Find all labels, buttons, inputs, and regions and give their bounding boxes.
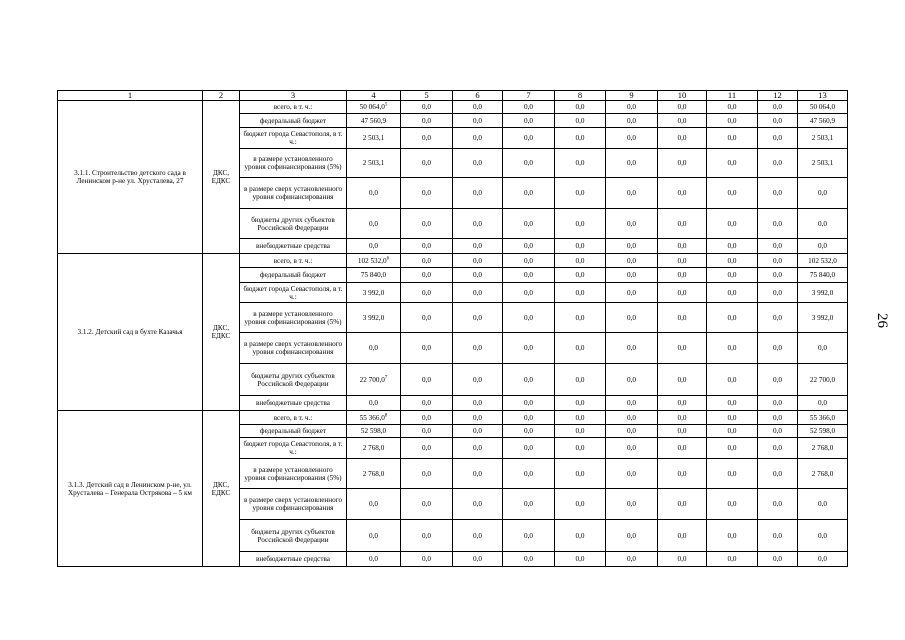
amount-cell [347,303,401,333]
value-cell: 0,0 [707,254,758,268]
funding-source: бюджеты других субъектов Российской Федерации [240,364,347,396]
value-cell: 0,0 [606,364,658,396]
value-cell: 0,0 [606,128,658,149]
value-cell: 0,0 [707,333,758,364]
amount-cell [347,552,401,567]
value-cell: 0,0 [658,333,707,364]
value-cell: 0,0 [758,303,798,333]
value-cell: 0,0 [707,459,758,489]
amount-value: 0,0 [369,189,378,197]
total-cell: 55 366,0 [798,411,848,425]
amount-cell [347,364,401,396]
value-cell: 0,0 [758,239,798,254]
total-cell: 0,0 [798,333,848,364]
value-cell: 0,0 [606,239,658,254]
header-cell: 11 [707,91,758,101]
value-cell: 0,0 [606,254,658,268]
amount-cell [347,396,401,411]
header-cell: 10 [658,91,707,101]
total-cell: 0,0 [798,489,848,520]
amount-cell [347,438,401,459]
funding-source: всего, в т. ч.: [240,101,347,114]
value-cell: 0,0 [658,209,707,239]
amount-value: 22 700,0 [359,375,385,384]
header-cell: 1 [58,91,203,101]
project-name: 3.1.2. Детский сад в бухте Казачья [58,254,203,411]
value-cell: 0,0 [401,303,453,333]
amount-value: 2 768,0 [362,444,385,452]
funding-source: федеральный бюджет [240,425,347,438]
value-cell: 0,0 [606,459,658,489]
value-cell: 0,0 [606,114,658,128]
value-cell: 0,0 [453,364,503,396]
value-cell: 0,0 [658,425,707,438]
amount-cell [347,459,401,489]
value-cell: 0,0 [401,254,453,268]
funding-source: федеральный бюджет [240,114,347,128]
value-cell: 0,0 [401,333,453,364]
value-cell: 0,0 [555,268,606,283]
value-cell: 0,0 [758,128,798,149]
footnote-mark: 7 [384,375,388,381]
value-cell: 0,0 [503,489,555,520]
value-cell: 0,0 [503,552,555,567]
value-cell: 0,0 [606,101,658,114]
value-cell: 0,0 [401,283,453,303]
value-cell: 0,0 [453,239,503,254]
value-cell: 0,0 [758,396,798,411]
funding-source: бюджеты других субъектов Российской Федерации [240,209,347,239]
value-cell: 0,0 [503,268,555,283]
value-cell: 0,0 [503,209,555,239]
value-cell: 0,0 [453,520,503,552]
value-cell: 0,0 [503,114,555,128]
footnote-mark: 6 [386,256,390,262]
amount-value: 2 768,0 [362,469,385,478]
value-cell: 0,0 [606,268,658,283]
value-cell: 0,0 [503,364,555,396]
value-cell: 0,0 [453,396,503,411]
value-cell: 0,0 [658,128,707,149]
table-row [58,101,848,114]
value-cell: 0,0 [758,459,798,489]
table-row [58,411,848,425]
total-cell: 2 503,1 [798,149,848,178]
funding-source: бюджет города Севастополя, в т. ч.: [240,283,347,303]
amount-value: 75 840,0 [360,271,387,279]
amount-value: 0,0 [369,399,378,407]
value-cell: 0,0 [606,209,658,239]
value-cell: 0,0 [707,128,758,149]
value-cell: 0,0 [658,364,707,396]
amount-cell [347,114,401,128]
value-cell: 0,0 [606,303,658,333]
value-cell: 0,0 [401,128,453,149]
value-cell: 0,0 [606,520,658,552]
value-cell: 0,0 [453,178,503,209]
value-cell: 0,0 [503,101,555,114]
value-cell: 0,0 [453,552,503,567]
value-cell: 0,0 [401,520,453,552]
total-cell: 3 992,0 [798,303,848,333]
value-cell: 0,0 [606,438,658,459]
amount-value: 0,0 [369,531,378,540]
value-cell: 0,0 [707,438,758,459]
value-cell: 0,0 [707,268,758,283]
value-cell: 0,0 [555,239,606,254]
value-cell: 0,0 [453,489,503,520]
value-cell: 0,0 [555,209,606,239]
value-cell: 0,0 [606,283,658,303]
value-cell: 0,0 [707,101,758,114]
value-cell: 0,0 [658,149,707,178]
value-cell: 0,0 [658,254,707,268]
value-cell: 0,0 [707,552,758,567]
value-cell: 0,0 [503,239,555,254]
value-cell: 0,0 [453,149,503,178]
value-cell: 0,0 [503,520,555,552]
value-cell: 0,0 [453,459,503,489]
amount-cell [347,101,401,114]
amount-cell [347,149,401,178]
value-cell: 0,0 [707,114,758,128]
amount-value: 47 560,9 [360,116,387,125]
value-cell: 0,0 [707,303,758,333]
value-cell: 0,0 [606,333,658,364]
funding-source: бюджет города Севастополя, в т. ч.: [240,128,347,149]
value-cell: 0,0 [707,411,758,425]
header-cell: 3 [240,91,347,101]
value-cell: 0,0 [758,333,798,364]
header-cell: 7 [503,91,555,101]
value-cell: 0,0 [707,178,758,209]
total-cell: 0,0 [798,209,848,239]
total-cell: 0,0 [798,396,848,411]
value-cell: 0,0 [401,411,453,425]
amount-value: 0,0 [369,242,378,250]
funding-source: бюджеты других субъектов Российской Федерации [240,520,347,552]
financing-table [57,90,848,567]
project-name: 3.1.3. Детский сад в Ленинском р-не, ул. Хрусталева – Генерала Острякова – 5 км [58,411,203,567]
value-cell: 0,0 [555,438,606,459]
value-cell: 0,0 [555,552,606,567]
amount-cell [347,425,401,438]
total-cell: 50 064,0 [798,101,848,114]
value-cell: 0,0 [555,333,606,364]
value-cell: 0,0 [658,178,707,209]
value-cell: 0,0 [555,396,606,411]
amount-value: 0,0 [369,219,378,228]
funding-source: всего, в т. ч.: [240,254,347,268]
total-cell: 2 768,0 [798,438,848,459]
executor: ДКС, ЕДКС [203,411,240,567]
value-cell: 0,0 [503,149,555,178]
value-cell: 0,0 [453,128,503,149]
value-cell: 0,0 [758,209,798,239]
total-cell: 3 992,0 [798,283,848,303]
value-cell: 0,0 [707,283,758,303]
value-cell: 0,0 [555,425,606,438]
value-cell: 0,0 [555,114,606,128]
value-cell: 0,0 [707,489,758,520]
value-cell: 0,0 [401,149,453,178]
value-cell: 0,0 [453,268,503,283]
value-cell: 0,0 [658,438,707,459]
amount-cell [347,268,401,283]
value-cell: 0,0 [758,438,798,459]
value-cell: 0,0 [758,268,798,283]
funding-source: в размере установленного уровня софинансирования (5%) [240,303,347,333]
value-cell: 0,0 [658,459,707,489]
header-cell: 5 [401,91,453,101]
value-cell: 0,0 [401,459,453,489]
header-row [58,91,848,101]
funding-source: бюджет города Севастополя, в т. ч.: [240,438,347,459]
amount-value: 0,0 [369,500,378,508]
value-cell: 0,0 [555,364,606,396]
value-cell: 0,0 [453,114,503,128]
value-cell: 0,0 [453,101,503,114]
value-cell: 0,0 [758,178,798,209]
amount-cell [347,489,401,520]
value-cell: 0,0 [401,438,453,459]
amount-cell [347,520,401,552]
amount-value: 3 992,0 [362,288,385,297]
funding-source: в размере сверх установленного уровня софинансирования [240,333,347,364]
value-cell: 0,0 [503,396,555,411]
value-cell: 0,0 [658,268,707,283]
executor: ДКС, ЕДКС [203,101,240,254]
value-cell: 0,0 [606,149,658,178]
value-cell: 0,0 [758,489,798,520]
value-cell: 0,0 [453,254,503,268]
value-cell: 0,0 [606,411,658,425]
value-cell: 0,0 [658,396,707,411]
funding-source: в размере сверх установленного уровня софинансирования [240,178,347,209]
total-cell: 2 503,1 [798,128,848,149]
header-cell: 8 [555,91,606,101]
value-cell: 0,0 [606,425,658,438]
value-cell: 0,0 [707,239,758,254]
amount-cell [347,209,401,239]
total-cell: 75 840,0 [798,268,848,283]
total-cell: 52 598,0 [798,425,848,438]
value-cell: 0,0 [555,254,606,268]
total-cell: 102 532,0 [798,254,848,268]
value-cell: 0,0 [401,364,453,396]
value-cell: 0,0 [658,552,707,567]
funding-source: в размере установленного уровня софинансирования (5%) [240,459,347,489]
total-cell: 2 768,0 [798,459,848,489]
amount-cell [347,239,401,254]
funding-source: внебюджетные средства [240,239,347,254]
value-cell: 0,0 [758,411,798,425]
value-cell: 0,0 [555,489,606,520]
value-cell: 0,0 [606,489,658,520]
value-cell: 0,0 [401,209,453,239]
value-cell: 0,0 [401,101,453,114]
amount-cell [347,178,401,209]
value-cell: 0,0 [503,128,555,149]
value-cell: 0,0 [555,149,606,178]
value-cell: 0,0 [555,178,606,209]
value-cell: 0,0 [658,239,707,254]
amount-value: 3 992,0 [362,313,385,322]
value-cell: 0,0 [758,425,798,438]
value-cell: 0,0 [658,489,707,520]
footnote-mark: 5 [384,102,388,108]
value-cell: 0,0 [707,425,758,438]
value-cell: 0,0 [453,438,503,459]
executor: ДКС, ЕДКС [203,254,240,411]
value-cell: 0,0 [503,459,555,489]
value-cell: 0,0 [658,520,707,552]
value-cell: 0,0 [555,283,606,303]
total-cell: 22 700,0 [798,364,848,396]
value-cell: 0,0 [503,254,555,268]
value-cell: 0,0 [758,552,798,567]
value-cell: 0,0 [401,396,453,411]
value-cell: 0,0 [503,411,555,425]
value-cell: 0,0 [758,283,798,303]
funding-source: в размере установленного уровня софинансирования (5%) [240,149,347,178]
page-number: 26 [874,313,890,328]
amount-cell [347,283,401,303]
value-cell: 0,0 [453,333,503,364]
total-cell: 0,0 [798,552,848,567]
footnote-mark: 8 [384,413,388,419]
header-cell: 9 [606,91,658,101]
total-cell: 0,0 [798,178,848,209]
header-cell: 6 [453,91,503,101]
total-cell: 0,0 [798,520,848,552]
funding-source: внебюджетные средства [240,396,347,411]
value-cell: 0,0 [453,303,503,333]
value-cell: 0,0 [503,438,555,459]
value-cell: 0,0 [555,411,606,425]
funding-source: федеральный бюджет [240,268,347,283]
value-cell: 0,0 [658,411,707,425]
value-cell: 0,0 [401,489,453,520]
value-cell: 0,0 [658,114,707,128]
value-cell: 0,0 [503,333,555,364]
value-cell: 0,0 [758,101,798,114]
funding-source: в размере сверх установленного уровня софинансирования [240,489,347,520]
value-cell: 0,0 [707,364,758,396]
amount-value: 0,0 [369,344,378,352]
value-cell: 0,0 [401,114,453,128]
value-cell: 0,0 [658,303,707,333]
value-cell: 0,0 [555,303,606,333]
value-cell: 0,0 [606,178,658,209]
amount-value: 55 366,0 [359,413,385,422]
value-cell: 0,0 [453,209,503,239]
amount-cell [347,254,401,268]
value-cell: 0,0 [503,425,555,438]
amount-cell [347,411,401,425]
value-cell: 0,0 [401,178,453,209]
value-cell: 0,0 [606,552,658,567]
amount-value: 102 532,0 [357,256,387,265]
value-cell: 0,0 [503,283,555,303]
table-row [58,254,848,268]
value-cell: 0,0 [758,114,798,128]
value-cell: 0,0 [453,283,503,303]
total-cell: 0,0 [798,239,848,254]
header-cell: 12 [758,91,798,101]
amount-value: 50 064,0 [359,103,385,111]
amount-value: 2 503,1 [362,159,385,167]
value-cell: 0,0 [707,396,758,411]
value-cell: 0,0 [758,364,798,396]
value-cell: 0,0 [658,283,707,303]
value-cell: 0,0 [758,149,798,178]
value-cell: 0,0 [707,149,758,178]
value-cell: 0,0 [707,520,758,552]
value-cell: 0,0 [555,520,606,552]
value-cell: 0,0 [707,209,758,239]
project-name: 3.1.1. Строительство детского сада в Ленинском р-не ул. Хрусталева, 27 [58,101,203,254]
value-cell: 0,0 [401,239,453,254]
value-cell: 0,0 [503,303,555,333]
amount-value: 0,0 [369,555,378,563]
amount-cell [347,128,401,149]
value-cell: 0,0 [453,411,503,425]
value-cell: 0,0 [658,101,707,114]
value-cell: 0,0 [758,520,798,552]
header-cell: 4 [347,91,401,101]
amount-value: 52 598,0 [360,427,387,435]
value-cell: 0,0 [503,178,555,209]
funding-source: всего, в т. ч.: [240,411,347,425]
amount-value: 2 503,1 [362,134,385,142]
header-cell: 13 [798,91,848,101]
total-cell: 47 560,9 [798,114,848,128]
value-cell: 0,0 [555,128,606,149]
value-cell: 0,0 [555,459,606,489]
header-cell: 2 [203,91,240,101]
amount-cell [347,333,401,364]
value-cell: 0,0 [401,425,453,438]
value-cell: 0,0 [401,552,453,567]
value-cell: 0,0 [453,425,503,438]
value-cell: 0,0 [555,101,606,114]
value-cell: 0,0 [401,268,453,283]
value-cell: 0,0 [606,396,658,411]
funding-source: внебюджетные средства [240,552,347,567]
value-cell: 0,0 [758,254,798,268]
